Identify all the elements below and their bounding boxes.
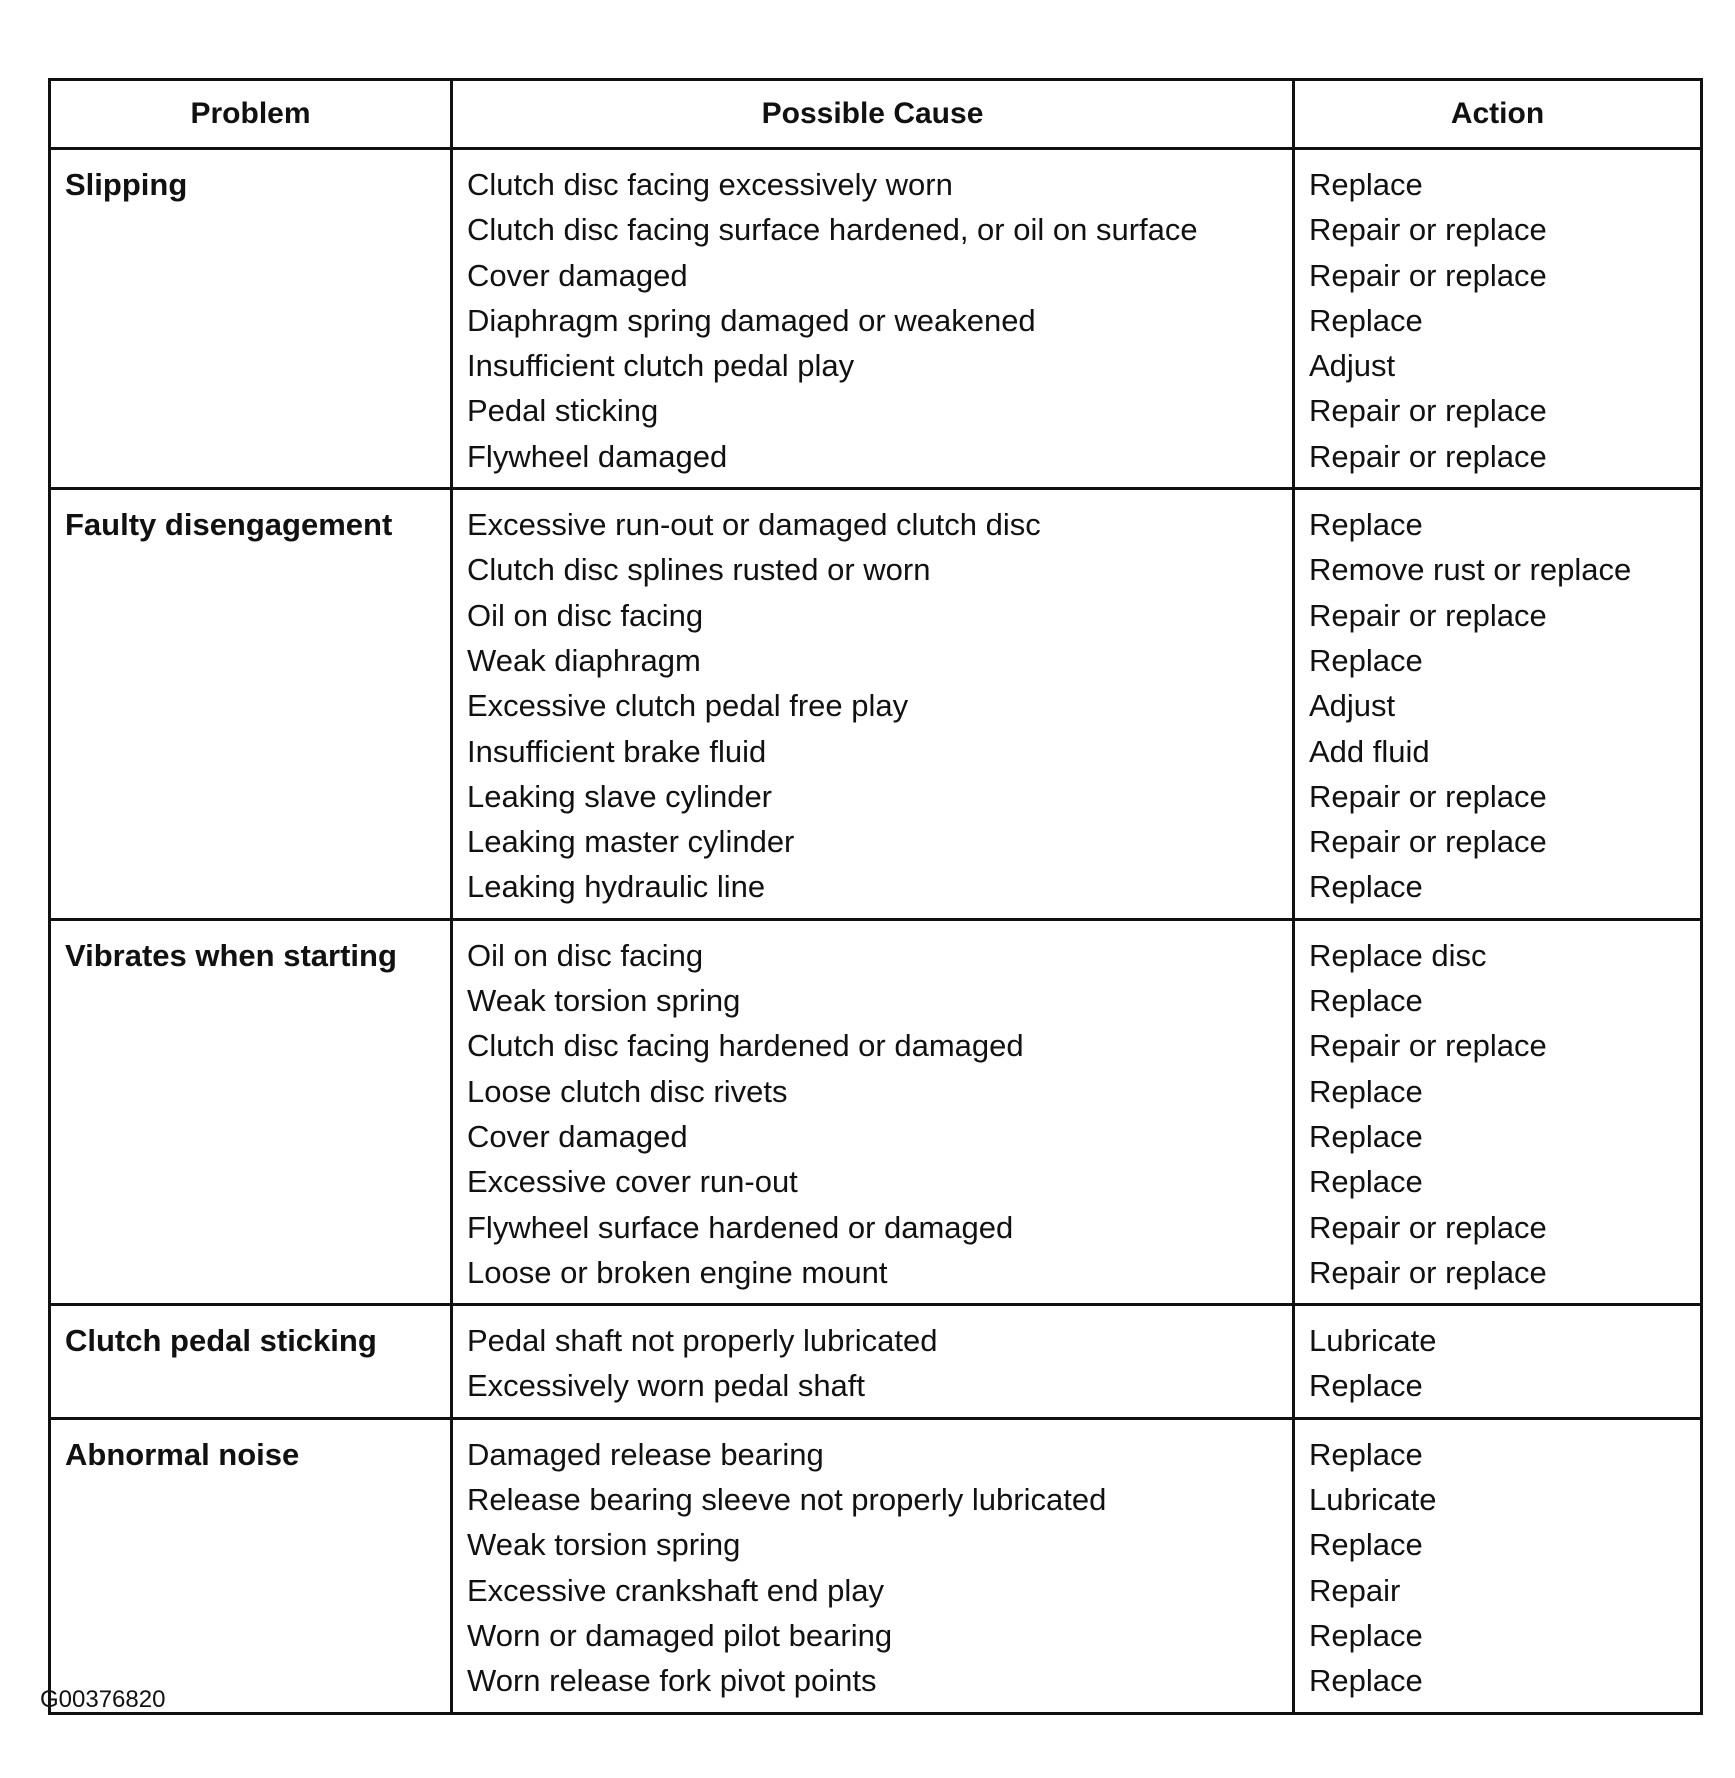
cause-item: Clutch disc facing excessively worn	[467, 167, 953, 202]
action-item: Repair or replace	[1309, 597, 1547, 633]
cause-item: Weak torsion spring	[467, 1527, 741, 1563]
action-cell	[1294, 919, 1702, 1304]
cause-item: Insufficient brake fluid	[467, 733, 767, 769]
cause-item: Insufficient clutch pedal play	[467, 348, 855, 384]
cause-item: Clutch disc facing surface hardened, or oil on surface	[467, 212, 1198, 248]
cause-item: Clutch disc splines rusted or worn	[467, 552, 931, 588]
header-possible-cause: Possible Cause	[452, 80, 1294, 149]
cause-item: Loose or broken engine mount	[467, 1254, 888, 1290]
header-problem: Problem	[50, 80, 452, 149]
action-item: Repair or replace	[1309, 1254, 1547, 1290]
action-item: Replace	[1309, 1368, 1423, 1404]
troubleshooting-table-container	[48, 78, 1700, 1715]
action-item: Repair	[1309, 1572, 1401, 1608]
action-item: Repair or replace	[1309, 778, 1547, 814]
action-item: Replace	[1309, 167, 1423, 202]
cause-item: Worn or damaged pilot bearing	[467, 1617, 893, 1653]
action-cell	[1294, 1305, 1702, 1419]
action-item: Replace	[1309, 1073, 1423, 1109]
header-action: Action	[1294, 80, 1702, 149]
cause-item: Oil on disc facing	[467, 937, 704, 973]
cause-item: Diaphragm spring damaged or weakened	[467, 302, 1036, 338]
action-cell	[1294, 489, 1702, 920]
figure-id: G00376820	[40, 1686, 166, 1713]
cause-item: Flywheel surface hardened or damaged	[467, 1209, 1014, 1245]
cause-item: Excessive clutch pedal free play	[467, 688, 909, 724]
action-cell	[1294, 149, 1702, 489]
cause-item: Leaking master cylinder	[467, 824, 795, 860]
problem-cell: Faulty disengagement	[50, 489, 452, 920]
header-row	[50, 80, 1702, 149]
action-item: Repair or replace	[1309, 824, 1547, 860]
action-item: Repair or replace	[1309, 1028, 1547, 1064]
cause-cell	[452, 1418, 1294, 1713]
action-item: Replace	[1309, 1118, 1423, 1154]
cause-item: Flywheel damaged	[467, 438, 728, 474]
problem-cell: Abnormal noise	[50, 1418, 452, 1713]
cause-item: Pedal sticking	[467, 393, 659, 429]
cause-item: Excessive run-out or damaged clutch disc	[467, 507, 1041, 543]
action-item: Add fluid	[1309, 733, 1430, 769]
action-cell	[1294, 1418, 1702, 1713]
cause-cell	[452, 149, 1294, 489]
cause-cell	[452, 919, 1294, 1304]
action-item: Replace	[1309, 1164, 1423, 1200]
cause-item: Excessive cover run-out	[467, 1164, 798, 1200]
action-item: Repair or replace	[1309, 257, 1547, 293]
action-item: Replace	[1309, 1663, 1423, 1699]
cause-cell	[452, 1305, 1294, 1419]
cause-item: Excessively worn pedal shaft	[467, 1368, 866, 1404]
action-item: Replace	[1309, 642, 1423, 678]
action-item: Replace	[1309, 1617, 1423, 1653]
table-body	[50, 149, 1702, 1714]
action-item: Replace	[1309, 507, 1423, 543]
cause-item: Cover damaged	[467, 1118, 688, 1154]
table-row	[50, 489, 1702, 920]
cause-item: Cover damaged	[467, 257, 688, 293]
cause-item: Weak diaphragm	[467, 642, 701, 678]
table-row	[50, 1305, 1702, 1419]
action-item: Repair or replace	[1309, 393, 1547, 429]
cause-item: Damaged release bearing	[467, 1436, 824, 1472]
action-item: Remove rust or replace	[1309, 552, 1632, 588]
problem-cell: Clutch pedal sticking	[50, 1305, 452, 1419]
cause-item: Pedal shaft not properly lubricated	[467, 1323, 938, 1359]
action-item: Adjust	[1309, 688, 1396, 724]
cause-item: Leaking slave cylinder	[467, 778, 773, 814]
action-item: Replace disc	[1309, 937, 1487, 973]
troubleshooting-table	[48, 78, 1703, 1715]
action-item: Replace	[1309, 983, 1423, 1019]
table-row	[50, 919, 1702, 1304]
action-item: Lubricate	[1309, 1482, 1437, 1518]
table-row	[50, 149, 1702, 489]
action-item: Adjust	[1309, 348, 1396, 384]
action-item: Repair or replace	[1309, 1209, 1547, 1245]
action-item: Replace	[1309, 1436, 1423, 1472]
cause-item: Worn release fork pivot points	[467, 1663, 877, 1699]
action-item: Replace	[1309, 869, 1423, 905]
action-item: Replace	[1309, 1527, 1423, 1563]
problem-cell: Slipping	[50, 149, 452, 489]
cause-item: Weak torsion spring	[467, 983, 741, 1019]
cause-cell	[452, 489, 1294, 920]
action-item: Repair or replace	[1309, 438, 1547, 474]
cause-item: Oil on disc facing	[467, 597, 704, 633]
cause-item: Excessive crankshaft end play	[467, 1572, 884, 1608]
cause-item: Leaking hydraulic line	[467, 869, 766, 905]
action-item: Lubricate	[1309, 1323, 1437, 1359]
action-item: Replace	[1309, 302, 1423, 338]
cause-item: Clutch disc facing hardened or damaged	[467, 1028, 1024, 1064]
cause-item: Loose clutch disc rivets	[467, 1073, 788, 1109]
cause-item: Release bearing sleeve not properly lubricated	[467, 1482, 1107, 1518]
table-row	[50, 1418, 1702, 1713]
action-item: Repair or replace	[1309, 212, 1547, 248]
problem-cell: Vibrates when starting	[50, 919, 452, 1304]
